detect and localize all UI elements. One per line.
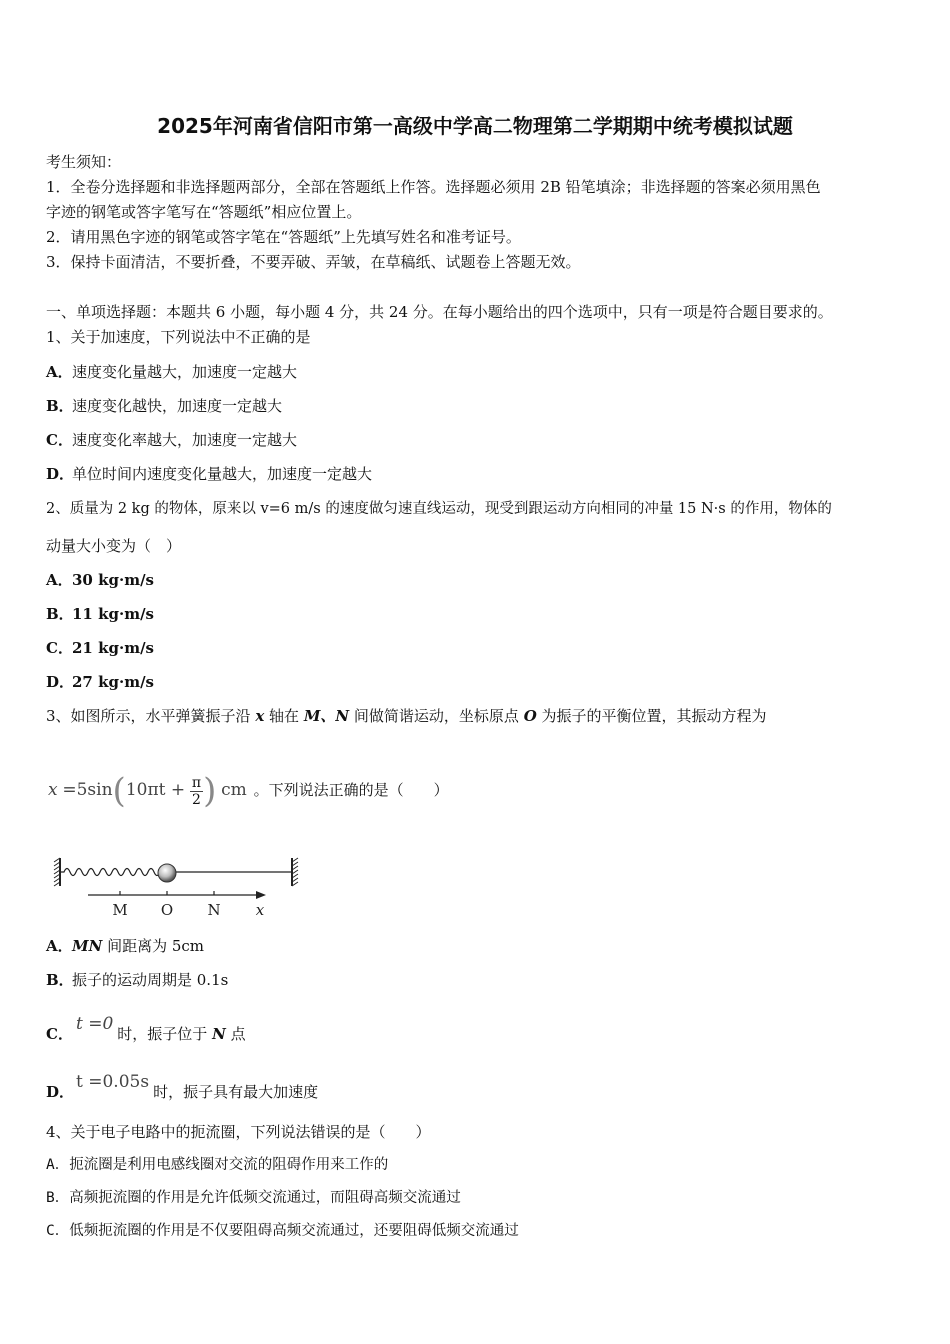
question-2-option-a xyxy=(46,571,154,589)
option-letter: C． xyxy=(46,639,73,657)
question-1-stem: 1、关于加速度，下列说法中不正确的是 xyxy=(46,328,311,346)
option-text: 速度变化量越大，加速度一定越大 xyxy=(72,363,298,381)
option-letter: A． xyxy=(46,571,73,589)
question-2-option-d xyxy=(46,673,154,691)
option-letter: B． xyxy=(46,397,74,415)
option-text: 11 kg·m/s xyxy=(72,605,154,623)
spring-oscillator-figure xyxy=(50,852,310,922)
option-letter: D． xyxy=(46,465,75,483)
formula-trailing-text: 。下列说法正确的是（ ） xyxy=(253,781,449,799)
option-text: 振子的运动周期是 0.1s xyxy=(72,971,229,989)
question-2-stem-line-1: 2、质量为 2 kg 的物体，原来以 v=6 m/s 的速度做匀速直线运动，现受到跟运动方向相同的冲量 15 N·s 的作用，物体的 xyxy=(46,501,832,517)
question-1-option-b xyxy=(46,397,282,415)
question-4-option-a: A．扼流圈是利用电感线圈对交流的阻碍作用来工作的 xyxy=(46,1157,389,1173)
label-o: O xyxy=(160,901,174,919)
option-letter: D． xyxy=(46,1083,75,1101)
fraction-numerator: π xyxy=(191,774,202,791)
option-text: 单位时间内速度变化量越大，加速度一定越大 xyxy=(72,465,373,483)
right-paren: ) xyxy=(203,771,217,811)
question-4-option-b: B．高频扼流圈的作用是允许低频交流通过，而阻碍高频交流通过 xyxy=(46,1190,461,1206)
notice-item-1a: 1．全卷分选择题和非选择题两部分，全部在答题纸上作答。选择题必须用 2B 铅笔填涂；非选择题的答案必须用黑色 xyxy=(46,178,821,196)
question-1-option-c xyxy=(46,431,297,449)
page-title: 2025年河南省信阳市第一高级中学高二物理第二学期期中统考模拟试题 xyxy=(157,114,793,138)
option-letter: C． xyxy=(46,1025,73,1043)
option-letter: B． xyxy=(46,971,74,989)
stem-text: 为振子的平衡位置，其振动方程为 xyxy=(536,707,767,725)
x-axis-arrow xyxy=(256,891,266,899)
option-math: t =0 xyxy=(76,1014,114,1034)
option-var: N xyxy=(212,1025,226,1043)
option-text: 30 kg·m/s xyxy=(72,571,154,589)
stem-var-o: O xyxy=(523,707,537,725)
formula-arg: 10πt + xyxy=(125,780,186,800)
question-4-option-c: C．低频扼流圈的作用是不仅要阻碍高频交流通过，还要阻碍低频交流通过 xyxy=(46,1223,519,1239)
option-math: t =0.05s xyxy=(76,1072,150,1092)
formula-unit: cm xyxy=(221,780,247,800)
question-3-option-d xyxy=(46,1062,318,1112)
option-letter: A． xyxy=(46,363,73,381)
question-3-option-b xyxy=(46,971,228,989)
stem-var-mn: M、N xyxy=(303,707,350,725)
question-3-option-a xyxy=(46,937,204,955)
fraction-denominator: 2 xyxy=(192,791,201,808)
question-2-stem-line-2: 动量大小变为（ ） xyxy=(46,537,182,555)
option-text: 速度变化越快，加速度一定越大 xyxy=(72,397,283,415)
stem-text: 间做简谐运动，坐标原点 xyxy=(349,707,524,725)
left-paren: ( xyxy=(112,771,126,811)
question-1-option-a xyxy=(46,363,297,381)
option-text-end: 点 xyxy=(225,1025,246,1043)
question-2-option-c xyxy=(46,639,154,657)
option-text: 27 kg·m/s xyxy=(72,673,154,691)
question-4-stem: 4、关于电子电路中的扼流圈，下列说法错误的是（ ） xyxy=(46,1123,431,1141)
formula-eq: =5sin xyxy=(62,780,113,800)
formula-fraction xyxy=(190,775,203,808)
stem-text: 3、如图所示，水平弹簧振子沿 xyxy=(46,707,256,725)
label-n: N xyxy=(207,901,221,919)
question-3-stem xyxy=(46,707,767,725)
option-text: 时，振子具有最大加速度 xyxy=(153,1083,319,1101)
notice-item-2: 2．请用黑色字迹的钢笔或答字笔在“答题纸”上先填写姓名和准考证号。 xyxy=(46,228,521,246)
option-text: 21 kg·m/s xyxy=(72,639,154,657)
oscillator-ball xyxy=(158,864,176,882)
notice-item-3: 3．保持卡面清洁，不要折叠，不要弄破、弄皱，在草稿纸、试题卷上答题无效。 xyxy=(46,253,581,271)
label-m: M xyxy=(112,901,128,919)
option-text: 速度变化率越大，加速度一定越大 xyxy=(72,431,298,449)
notice-heading: 考生须知： xyxy=(46,153,122,171)
spring xyxy=(60,869,174,876)
option-text: 时，振子位于 xyxy=(117,1025,213,1043)
stem-var-x: x xyxy=(255,707,265,725)
stem-text: 轴在 xyxy=(264,707,304,725)
option-letter: D． xyxy=(46,673,75,691)
section-heading: 一、单项选择题：本题共 6 小题，每小题 4 分，共 24 分。在每小题给出的四个选项中，只有一项是符合题目要求的。 xyxy=(46,303,833,321)
option-var: MN xyxy=(72,937,103,955)
option-letter: A． xyxy=(46,937,73,955)
formula-lhs: x xyxy=(48,780,58,800)
notice-item-1b: 字迹的钢笔或答字笔写在“答题纸”相应位置上。 xyxy=(46,203,362,221)
option-letter: C． xyxy=(46,431,73,449)
question-1-option-d xyxy=(46,465,372,483)
question-3-option-c xyxy=(46,1004,246,1054)
option-letter: B． xyxy=(46,605,74,623)
vibration-equation xyxy=(48,770,449,818)
question-2-option-b xyxy=(46,605,154,623)
option-text: 间距离为 5cm xyxy=(102,937,205,955)
label-x: x xyxy=(255,901,265,919)
